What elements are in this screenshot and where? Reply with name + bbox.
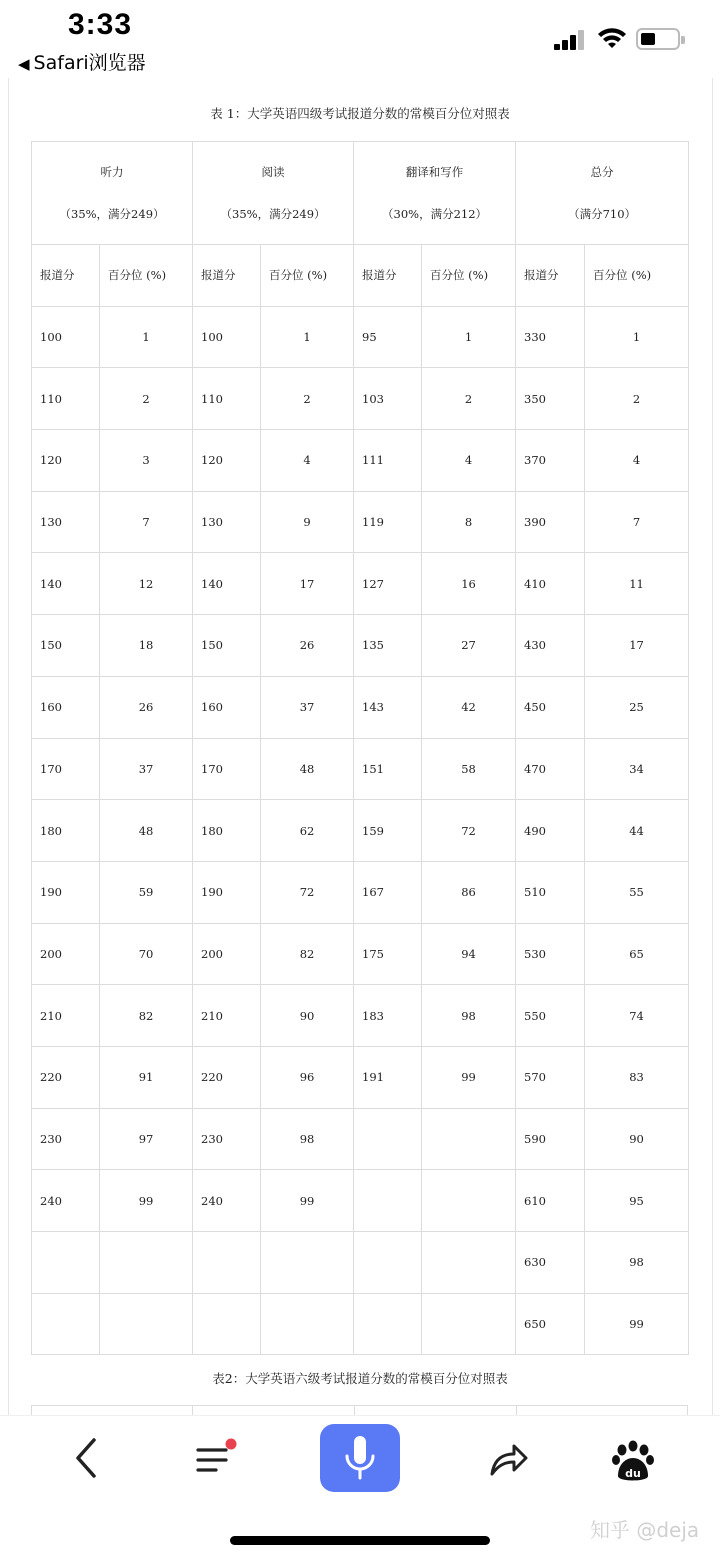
score-cell: 120 xyxy=(193,430,261,492)
percentile-cell: 96 xyxy=(261,1046,354,1108)
percentile-cell: 12 xyxy=(100,553,193,615)
back-app-label: Safari浏览器 xyxy=(33,52,146,74)
wifi-icon xyxy=(597,26,627,50)
score-cell xyxy=(193,1293,261,1355)
section-header-row xyxy=(32,142,689,245)
score-cell: 160 xyxy=(32,676,100,738)
table-row xyxy=(32,800,689,862)
table-row xyxy=(32,430,689,492)
table-row xyxy=(32,676,689,738)
percentile-cell: 2 xyxy=(585,368,689,430)
percentile-cell: 62 xyxy=(261,800,354,862)
column-header: 百分位 (%) xyxy=(261,245,354,307)
column-header: 报道分 xyxy=(516,245,585,307)
score-cell: 390 xyxy=(516,491,585,553)
score-cell: 220 xyxy=(193,1046,261,1108)
column-header-row xyxy=(32,245,689,307)
score-cell: 190 xyxy=(32,861,100,923)
battery-icon xyxy=(636,28,680,50)
score-cell: 140 xyxy=(32,553,100,615)
score-cell: 200 xyxy=(32,923,100,985)
percentile-cell: 34 xyxy=(585,738,689,800)
score-cell: 191 xyxy=(354,1046,422,1108)
table1-caption: 表 1：大学英语四级考试报道分数的常模百分位对照表 xyxy=(210,106,510,121)
score-cell: 240 xyxy=(32,1170,100,1232)
percentile-cell: 17 xyxy=(585,615,689,677)
percentile-cell: 4 xyxy=(585,430,689,492)
score-cell: 210 xyxy=(32,985,100,1047)
score-cell: 100 xyxy=(193,306,261,368)
score-cell: 100 xyxy=(32,306,100,368)
section-header-listening: 听力 （35%，满分249） xyxy=(32,142,193,245)
percentile-cell: 99 xyxy=(422,1046,516,1108)
score-cell: 220 xyxy=(32,1046,100,1108)
percentile-cell: 16 xyxy=(422,553,516,615)
status-bar xyxy=(0,0,720,78)
table-row xyxy=(32,1108,689,1170)
score-cell: 330 xyxy=(516,306,585,368)
score-cell: 610 xyxy=(516,1170,585,1232)
percentile-cell: 9 xyxy=(261,491,354,553)
score-cell: 111 xyxy=(354,430,422,492)
table-row xyxy=(32,368,689,430)
score-cell: 127 xyxy=(354,553,422,615)
percentile-cell: 83 xyxy=(585,1046,689,1108)
score-cell: 183 xyxy=(354,985,422,1047)
percentile-cell: 7 xyxy=(100,491,193,553)
percentile-cell: 70 xyxy=(100,923,193,985)
score-cell: 180 xyxy=(193,800,261,862)
percentile-cell xyxy=(422,1293,516,1355)
percentile-cell: 11 xyxy=(585,553,689,615)
percentile-cell: 82 xyxy=(100,985,193,1047)
percentile-cell: 18 xyxy=(100,615,193,677)
percentile-cell: 58 xyxy=(422,738,516,800)
column-header: 百分位 (%) xyxy=(585,245,689,307)
menu-icon[interactable] xyxy=(192,1438,240,1482)
score-cell: 159 xyxy=(354,800,422,862)
score-cell: 150 xyxy=(193,615,261,677)
cellular-signal-icon xyxy=(554,30,588,50)
column-header: 百分位 (%) xyxy=(422,245,516,307)
percentile-cell: 99 xyxy=(585,1293,689,1355)
percentile-cell: 48 xyxy=(100,800,193,862)
percentile-cell: 2 xyxy=(422,368,516,430)
table-row xyxy=(32,985,689,1047)
percentile-cell: 97 xyxy=(100,1108,193,1170)
score-cell xyxy=(354,1170,422,1232)
table-row xyxy=(32,491,689,553)
percentile-cell: 25 xyxy=(585,676,689,738)
home-indicator[interactable] xyxy=(230,1536,490,1545)
score-cell: 590 xyxy=(516,1108,585,1170)
percentile-cell: 37 xyxy=(100,738,193,800)
score-cell xyxy=(354,1232,422,1294)
score-cell: 230 xyxy=(193,1108,261,1170)
score-cell: 120 xyxy=(32,430,100,492)
score-cell: 450 xyxy=(516,676,585,738)
score-cell: 370 xyxy=(516,430,585,492)
percentile-cell: 72 xyxy=(422,800,516,862)
score-cell: 210 xyxy=(193,985,261,1047)
score-cell: 570 xyxy=(516,1046,585,1108)
page-edge-right xyxy=(712,78,713,1415)
table-row xyxy=(32,553,689,615)
back-to-app-link[interactable] xyxy=(18,48,146,75)
zhihu-watermark: 知乎 @deja xyxy=(590,1518,700,1542)
voice-search-button[interactable] xyxy=(320,1424,400,1492)
score-cell: 550 xyxy=(516,985,585,1047)
score-cell xyxy=(193,1232,261,1294)
percentile-cell: 74 xyxy=(585,985,689,1047)
percentile-cell: 95 xyxy=(585,1170,689,1232)
score-cell: 630 xyxy=(516,1232,585,1294)
percentile-cell: 98 xyxy=(422,985,516,1047)
score-cell: 160 xyxy=(193,676,261,738)
table-row xyxy=(32,1232,689,1294)
percentile-cell: 17 xyxy=(261,553,354,615)
percentile-cell xyxy=(261,1293,354,1355)
score-cell: 103 xyxy=(354,368,422,430)
score-cell: 200 xyxy=(193,923,261,985)
percentile-cell xyxy=(422,1108,516,1170)
score-cell: 650 xyxy=(516,1293,585,1355)
score-cell: 95 xyxy=(354,306,422,368)
score-cell: 470 xyxy=(516,738,585,800)
score-cell: 110 xyxy=(193,368,261,430)
percentile-cell: 98 xyxy=(585,1232,689,1294)
column-header: 报道分 xyxy=(193,245,261,307)
score-cell: 151 xyxy=(354,738,422,800)
score-cell: 143 xyxy=(354,676,422,738)
back-triangle-icon: ◀ xyxy=(18,55,30,73)
section-header-translation-writing: 翻译和写作 （30%，满分212） xyxy=(354,142,516,245)
percentile-cell: 4 xyxy=(422,430,516,492)
percentile-cell: 2 xyxy=(100,368,193,430)
percentile-cell: 90 xyxy=(261,985,354,1047)
score-cell: 410 xyxy=(516,553,585,615)
score-cell: 135 xyxy=(354,615,422,677)
section-header-total: 总分 （满分710） xyxy=(516,142,689,245)
percentile-cell: 1 xyxy=(422,306,516,368)
percentile-cell xyxy=(100,1232,193,1294)
percentile-cell xyxy=(100,1293,193,1355)
microphone-icon xyxy=(320,1424,400,1492)
percentile-cell: 7 xyxy=(585,491,689,553)
percentile-cell: 26 xyxy=(100,676,193,738)
table-row xyxy=(32,1170,689,1232)
column-header: 报道分 xyxy=(32,245,100,307)
table-row xyxy=(32,1293,689,1355)
score-cell: 510 xyxy=(516,861,585,923)
share-arrow-icon[interactable] xyxy=(486,1438,530,1482)
percentile-cell: 86 xyxy=(422,861,516,923)
cet4-percentile-table xyxy=(31,141,689,1355)
percentile-cell: 99 xyxy=(100,1170,193,1232)
score-cell: 430 xyxy=(516,615,585,677)
percentile-cell xyxy=(422,1170,516,1232)
table-row xyxy=(32,738,689,800)
chevron-left-icon[interactable] xyxy=(68,1436,108,1480)
svg-text:du: du xyxy=(625,1467,641,1480)
percentile-cell: 90 xyxy=(585,1108,689,1170)
percentile-cell: 99 xyxy=(261,1170,354,1232)
score-cell: 110 xyxy=(32,368,100,430)
score-cell xyxy=(32,1293,100,1355)
percentile-cell: 2 xyxy=(261,368,354,430)
percentile-cell: 82 xyxy=(261,923,354,985)
score-cell xyxy=(354,1108,422,1170)
percentile-cell: 4 xyxy=(261,430,354,492)
score-cell: 170 xyxy=(32,738,100,800)
percentile-cell: 72 xyxy=(261,861,354,923)
section-header-reading: 阅读 （35%，满分249） xyxy=(193,142,354,245)
score-cell: 170 xyxy=(193,738,261,800)
score-cell xyxy=(354,1293,422,1355)
notification-badge xyxy=(226,1439,237,1450)
score-cell: 150 xyxy=(32,615,100,677)
score-cell: 240 xyxy=(193,1170,261,1232)
score-cell: 530 xyxy=(516,923,585,985)
score-cell: 230 xyxy=(32,1108,100,1170)
table-row xyxy=(32,306,689,368)
table-row xyxy=(32,923,689,985)
score-cell: 490 xyxy=(516,800,585,862)
percentile-cell: 98 xyxy=(261,1108,354,1170)
score-cell xyxy=(32,1232,100,1294)
table-row xyxy=(32,1046,689,1108)
score-cell: 119 xyxy=(354,491,422,553)
percentile-cell: 44 xyxy=(585,800,689,862)
column-header: 报道分 xyxy=(354,245,422,307)
percentile-cell: 59 xyxy=(100,861,193,923)
score-cell: 167 xyxy=(354,861,422,923)
percentile-cell: 48 xyxy=(261,738,354,800)
score-cell: 190 xyxy=(193,861,261,923)
status-time: 3:33 xyxy=(68,8,133,41)
score-cell: 130 xyxy=(193,491,261,553)
percentile-cell: 8 xyxy=(422,491,516,553)
score-cell: 175 xyxy=(354,923,422,985)
percentile-cell: 65 xyxy=(585,923,689,985)
bottom-toolbar xyxy=(0,1415,720,1558)
page-edge-left xyxy=(8,78,9,1415)
percentile-cell: 26 xyxy=(261,615,354,677)
score-cell: 180 xyxy=(32,800,100,862)
percentile-cell: 37 xyxy=(261,676,354,738)
percentile-cell: 94 xyxy=(422,923,516,985)
percentile-cell: 1 xyxy=(261,306,354,368)
percentile-cell: 3 xyxy=(100,430,193,492)
percentile-cell xyxy=(422,1232,516,1294)
percentile-cell xyxy=(261,1232,354,1294)
percentile-cell: 42 xyxy=(422,676,516,738)
table-row xyxy=(32,615,689,677)
column-header: 百分位 (%) xyxy=(100,245,193,307)
table2-caption: 表2：大学英语六级考试报道分数的常模百分位对照表 xyxy=(212,1371,508,1386)
baidu-paw-icon[interactable] xyxy=(610,1438,656,1484)
table-row xyxy=(32,861,689,923)
percentile-cell: 1 xyxy=(585,306,689,368)
percentile-cell: 91 xyxy=(100,1046,193,1108)
percentile-cell: 55 xyxy=(585,861,689,923)
percentile-cell: 1 xyxy=(100,306,193,368)
score-cell: 350 xyxy=(516,368,585,430)
score-cell: 130 xyxy=(32,491,100,553)
score-cell: 140 xyxy=(193,553,261,615)
percentile-cell: 27 xyxy=(422,615,516,677)
